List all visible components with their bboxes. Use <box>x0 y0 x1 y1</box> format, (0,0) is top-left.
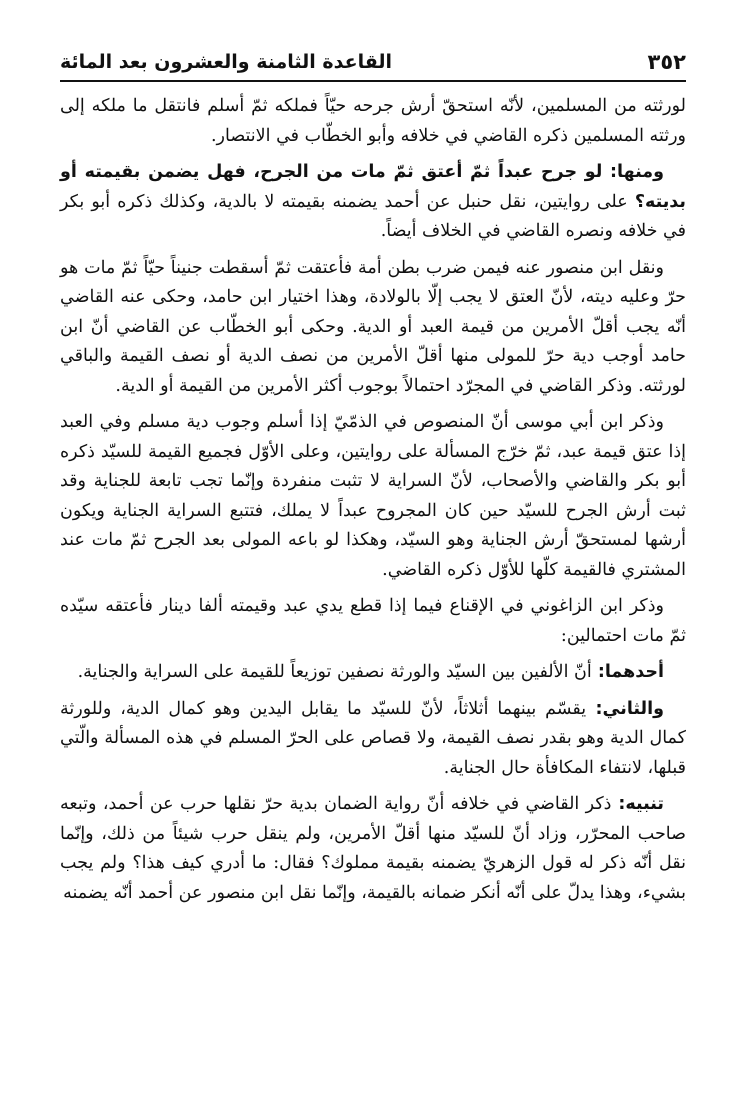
paragraph-lead: ومنها: <box>602 162 664 182</box>
paragraph-first-possibility <box>60 658 686 688</box>
running-header <box>60 44 686 82</box>
page-number: ٣٥٢ <box>647 50 686 74</box>
paragraph-text: أنّ الألفين بين السيّد والورثة نصفين توزيعاً للقيمة على السراية والجناية. <box>77 662 592 682</box>
paragraph-lead: تنبيه: <box>611 794 664 814</box>
paragraph-text: ونقل ابن منصور عنه فيمن ضرب بطن أمة فأعتقت ثمّ أسقطت جنيناً حيّاً ثمّ مات هو حرّ وعليه ديته، لأنّ العتق لا يجب إلّا بالولادة، وهذا اختيار ابن حامد، وحكى عنه القاضي أنّه يجب أقلّ الأمرين من قيمة العبد أو الدية. وحكى أبو الخطّاب عن القاضي أنّ ابن حامد أوجب دية حرّ للمولى منها أقلّ الأمرين من نصف الدية أو نصف القيمة والباقي لورثته. وذكر القاضي في المجرّد احتمالاً بوجوب أكثر الأمرين من القيمة أو الدية. <box>60 257 686 396</box>
paragraph-ibn-zaghuni <box>60 592 686 651</box>
paragraph-continuation <box>60 92 686 151</box>
paragraph-text: يقسّم بينهما أثلاثاً، لأنّ للسيّد ما يقابل اليدين وهو كمال الدية، وللورثة كمال الدية وهو بقدر نصف القيمة، ولا قصاص على الحرّ المسلم في هذه المسألة والّتي قبلها، لانتفاء المكافأة حال الجناية. <box>60 698 686 778</box>
paragraph-text: ذكر القاضي في خلافه أنّ رواية الضمان بدية حرّ نقلها حرب عن أحمد، وتبعه صاحب المحرّر، وزاد أنّ للسيّد منها أقلّ الأمرين، ولم ينقل حرب شيئاً من ذلك، وإنّما نقل أنّه ذكر له قول الزهريّ يضمنه بقيمة مملوك؟ فقال: ما أدري كيف هذا؟ ولم يجب بشيء، وهذا يدلّ على أنّه أنكر ضمانه بالقيمة، وإنّما نقل ابن منصور عن أحمد أنّه يضمنه <box>60 794 686 903</box>
paragraph-ibn-abi-musa <box>60 408 686 585</box>
text-body <box>60 92 686 908</box>
paragraph-text: وذكر ابن الزاغوني في الإقناع فيما إذا قطع يدي عبد وقيمته ألفا دينار فأعتقه سيّده ثمّ مات احتمالين: <box>60 596 686 646</box>
paragraph-note <box>60 790 686 908</box>
paragraph-case-example <box>60 158 686 247</box>
case-question: لو جرح عبداً ثمّ أعتق ثمّ مات من الجرح، فهل يضمن بقيمته أو بديته؟ <box>60 162 686 212</box>
paragraph-text: لورثته من المسلمين، لأنّه استحقّ أرش جرحه حيّاً فملكه ثمّ أسلم فانتقل ما ملكه إلى ورثته المسلمين ذكره القاضي في خلافه وأبو الخطّاب في الانتصار. <box>60 96 686 146</box>
paragraph-text: وذكر ابن أبي موسى أنّ المنصوص في الذمّيّ إذا أسلم وجوب دية مسلم وفي العبد إذا عتق قيمة عبد، ثمّ خرّج المسألة على روايتين، وعلى الأوّل فجميع القيمة للسيّد ذكره أبو بكر والقاضي والأصحاب، لأنّ السراية لا تثبت منفردة وإنّما تجب تابعة للجناية وقد ثبت أرش الجرح للسيّد حين كان المجروح عبداً لا يملك، فتتبع السراية الجناية ويكون أرشها لمستحقّ أرش الجناية وهو السيّد، وهكذا لو باعه المولى بعد الجرح ثمّ مات عند المشتري فالقيمة كلّها للأوّل ذكره القاضي. <box>60 412 686 580</box>
paragraph-lead: أحدهما: <box>591 662 664 682</box>
paragraph-ibn-mansur <box>60 254 686 402</box>
paragraph-text: على روايتين، نقل حنبل عن أحمد يضمنه بقيمته لا بالدية، وكذلك ذكره أبو بكر في خلافه ونصره القاضي في الخلاف أيضاً. <box>60 191 686 241</box>
paragraph-second-possibility <box>60 695 686 784</box>
paragraph-lead: والثاني: <box>586 698 664 719</box>
chapter-title: القاعدة الثامنة والعشرون بعد المائة <box>60 51 393 73</box>
